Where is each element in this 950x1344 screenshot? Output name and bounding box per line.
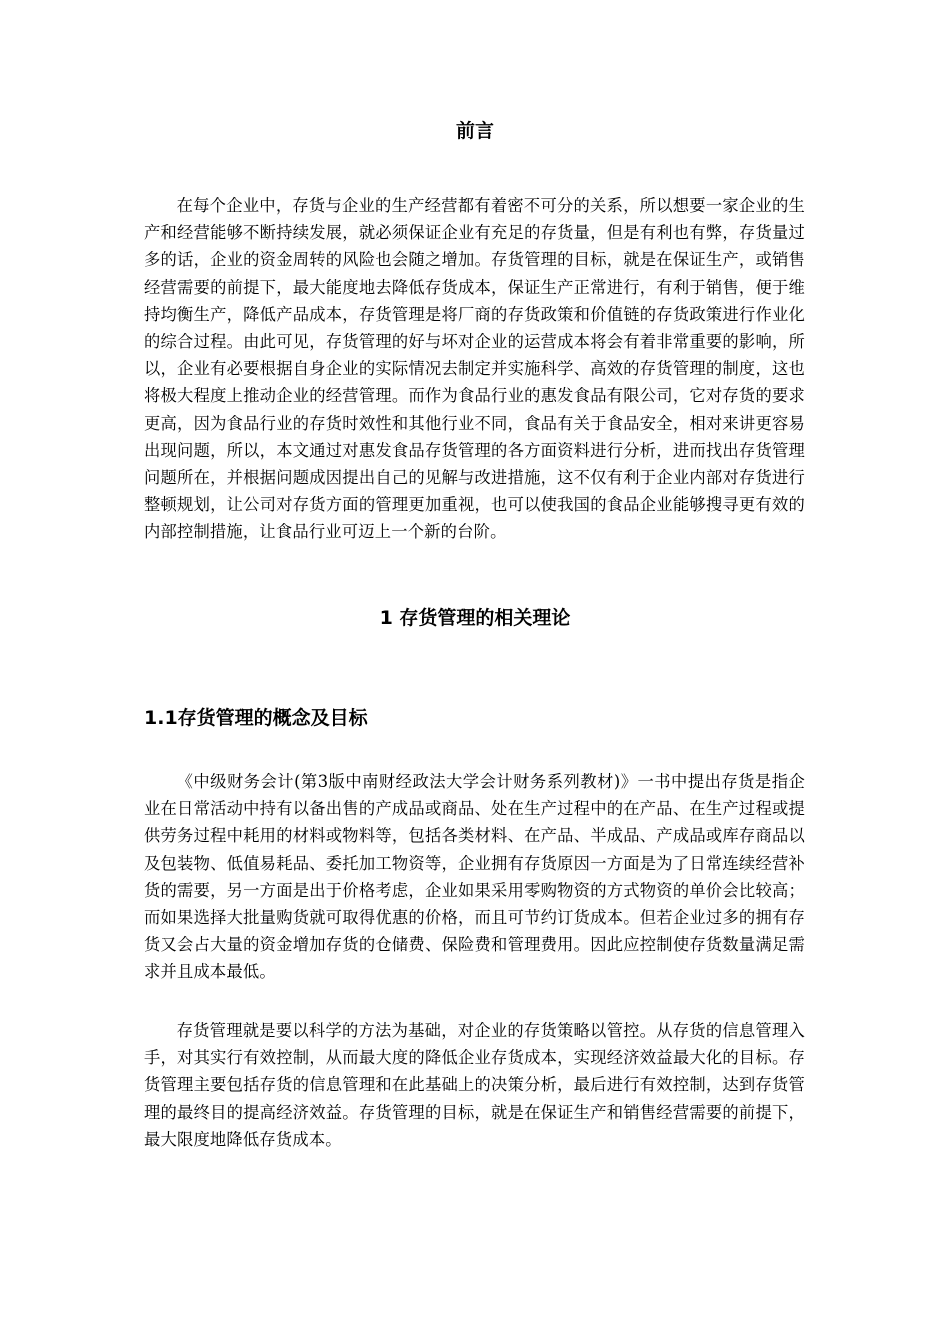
preface-paragraph: 在每个企业中，存货与企业的生产经营都有着密不可分的关系，所以想要一家企业的生产和经营能够不断持续发展，就必须保证企业有充足的存货量，但是有利也有弊，存货量过多的话，企业的资金周转的风险也会随之增加。存货管理的目标，就是在保证生产，或销售经营需要的前提下，最大能度地去降低存货成本，保证生产正常进行，有利于销售，便于维持均衡生产，降低产品成本，存货管理是将厂商的存货政策和价值链的存货政策进行作业化的综合过程。由此可见，存货管理的好与坏对企业的运营成本将会有着非常重要的影响，所以，企业有必要根据自身企业的实际情况去制定并实施科学、高效的存货管理的制度，这也将极大程度上推动企业的经营管理。而作为食品行业的惠发食品有限公司，它对存货的要求更高，因为食品行业的存货时效性和其他行业不同，食品有关于食品安全，相对来讲更容易出现问题，所以，本文通过对惠发食品存货管理的各方面资料进行分析，进而找出存货管理问题所在，并根据问题成因提出自己的见解与改进措施，这不仅有利于企业内部对存货进行整顿规划，让公司对存货方面的管理更加重视，也可以使我国的食品企业能够搜寻更有效的内部控制措施，让食品行业可迈上一个新的台阶。 [144, 196, 805, 542]
section-1-1-paragraph-2: 存货管理就是要以科学的方法为基础，对企业的存货策略以管控。从存货的信息管理入手，对其实行有效控制，从而最大度的降低企业存货成本，实现经济效益最大化的目标。存货管理主要包括存货的信息管理和在此基础上的决策分析，最后进行有效控制，达到存货管理的最终目的提高经济效益。存货管理的目标，就是在保证生产和销售经营需要的前提下，最大限度地降低存货成本。 [144, 1021, 805, 1149]
preface-title: 前言 [455, 120, 494, 142]
section-1-1-title: 1.1存货管理的概念及目标 [144, 707, 368, 729]
chapter-1-title: 1 存货管理的相关理论 [379, 607, 571, 629]
section-1-1-paragraph-1: 《中级财务会计(第3版中南财经政法大学会计财务系列教材)》一书中提出存货是指企业在日常活动中持有以备出售的产成品或商品、处在生产过程中的在产品、在生产过程或提供劳务过程中耗用的材料或物料等，包括各类材料、在产品、半成品、产成品或库存商品以及包装物、低值易耗品、委托加工物资等，企业拥有存货原因一方面是为了日常连续经营补货的需要，另一方面是出于价格考虑，企业如果采用零购物资的方式物资的单价会比较高；而如果选择大批量购货就可取得优惠的价格，而且可节约订货成本。但若企业过多的拥有存货又会占大量的资金增加存货的仓储费、保险费和管理费用。因此应控制使存货数量满足需求并且成本最低。 [144, 772, 805, 982]
